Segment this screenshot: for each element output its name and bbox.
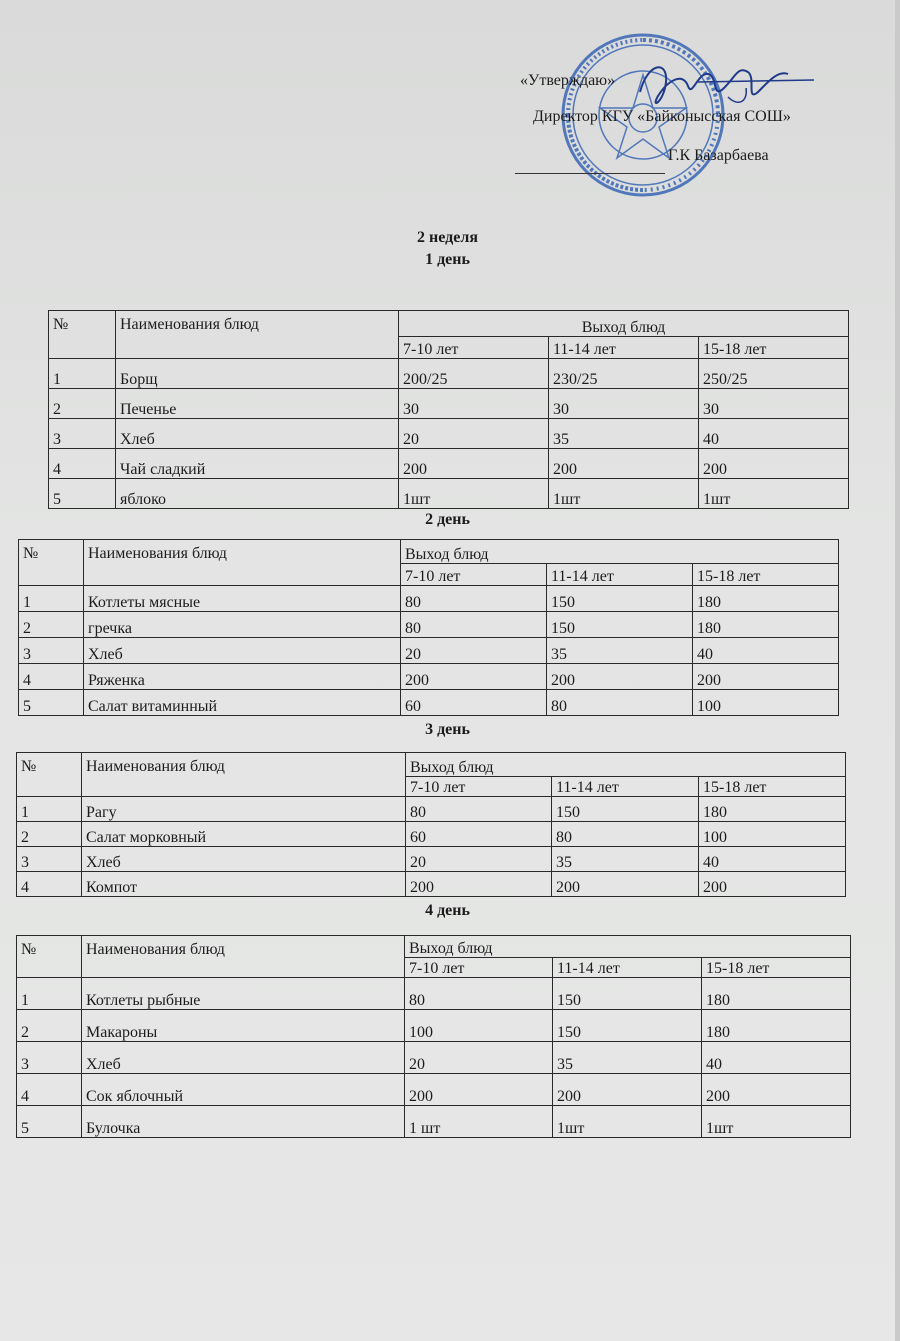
portion-7-10: 20 <box>406 847 552 872</box>
table-row <box>49 449 849 479</box>
column-header-output: Выход блюд <box>399 311 849 337</box>
table-row <box>19 664 839 690</box>
column-header-output: Выход блюд <box>405 936 851 958</box>
table-row <box>17 1106 851 1138</box>
row-number: 5 <box>19 690 84 716</box>
portion-11-14: 230/25 <box>549 359 699 389</box>
portion-7-10: 1 шт <box>405 1106 553 1138</box>
row-number: 2 <box>49 389 116 419</box>
portion-15-18: 200 <box>702 1074 851 1106</box>
portion-7-10: 200 <box>399 449 549 479</box>
table-row <box>17 978 851 1010</box>
day-title: 3 день <box>425 721 470 738</box>
column-header-age-7-10: 7-10 лет <box>399 337 549 359</box>
portion-7-10: 20 <box>405 1042 553 1074</box>
portion-15-18: 180 <box>693 586 839 612</box>
dish-name: Хлеб <box>84 638 401 664</box>
portion-7-10: 80 <box>401 586 547 612</box>
portion-7-10: 80 <box>406 797 552 822</box>
portion-11-14: 35 <box>547 638 693 664</box>
portion-11-14: 150 <box>547 586 693 612</box>
table-row <box>49 479 849 509</box>
dish-name: Булочка <box>82 1106 405 1138</box>
portion-15-18: 1шт <box>699 479 849 509</box>
column-header-dish: Наименования блюд <box>82 936 405 978</box>
column-header-age-7-10: 7-10 лет <box>401 564 547 586</box>
director-name: Г.К Базарбаева <box>668 147 769 164</box>
dish-name: Рагу <box>82 797 406 822</box>
table-row <box>19 612 839 638</box>
portion-7-10: 200 <box>401 664 547 690</box>
menu-table-day-3 <box>16 752 846 897</box>
row-number: 5 <box>49 479 116 509</box>
menu-table-day-2 <box>18 539 839 716</box>
dish-name: Компот <box>82 872 406 897</box>
dish-name: Салат морковный <box>82 822 406 847</box>
column-header-age-15-18: 15-18 лет <box>702 958 851 978</box>
portion-7-10: 60 <box>401 690 547 716</box>
column-header-age-7-10: 7-10 лет <box>406 777 552 797</box>
dish-name: Салат витаминный <box>84 690 401 716</box>
portion-11-14: 150 <box>553 1010 702 1042</box>
director-title: Директор КГУ «Байконысская СОШ» <box>533 108 791 125</box>
portion-15-18: 180 <box>702 1010 851 1042</box>
table-row <box>19 690 839 716</box>
dish-name: яблоко <box>116 479 399 509</box>
dish-name: Сок яблочный <box>82 1074 405 1106</box>
portion-15-18: 250/25 <box>699 359 849 389</box>
portion-15-18: 180 <box>699 797 846 822</box>
portion-7-10: 200 <box>406 872 552 897</box>
portion-11-14: 30 <box>549 389 699 419</box>
portion-11-14: 200 <box>553 1074 702 1106</box>
portion-11-14: 80 <box>547 690 693 716</box>
portion-11-14: 150 <box>553 978 702 1010</box>
portion-11-14: 35 <box>549 419 699 449</box>
portion-11-14: 1шт <box>553 1106 702 1138</box>
portion-11-14: 150 <box>552 797 699 822</box>
portion-15-18: 40 <box>702 1042 851 1074</box>
portion-11-14: 1шт <box>549 479 699 509</box>
row-number: 2 <box>17 1010 82 1042</box>
portion-7-10: 100 <box>405 1010 553 1042</box>
table-row <box>49 359 849 389</box>
table-row <box>49 389 849 419</box>
table-row <box>17 847 846 872</box>
portion-7-10: 80 <box>401 612 547 638</box>
table-row <box>17 1042 851 1074</box>
column-header-dish: Наименования блюд <box>82 753 406 797</box>
row-number: 4 <box>17 1074 82 1106</box>
dish-name: Хлеб <box>82 1042 405 1074</box>
row-number: 3 <box>17 847 82 872</box>
dish-name: Хлеб <box>82 847 406 872</box>
portion-11-14: 200 <box>547 664 693 690</box>
table-row <box>19 638 839 664</box>
portion-7-10: 200 <box>405 1074 553 1106</box>
portion-11-14: 35 <box>552 847 699 872</box>
column-header-age-11-14: 11-14 лет <box>553 958 702 978</box>
table-row <box>17 1074 851 1106</box>
menu-table-day-4 <box>16 935 851 1138</box>
dish-name: гречка <box>84 612 401 638</box>
table-row <box>17 797 846 822</box>
column-header-output: Выход блюд <box>401 540 839 564</box>
table-row <box>17 1010 851 1042</box>
table-row <box>17 872 846 897</box>
portion-7-10: 200/25 <box>399 359 549 389</box>
portion-7-10: 30 <box>399 389 549 419</box>
row-number: 5 <box>17 1106 82 1138</box>
portion-15-18: 180 <box>702 978 851 1010</box>
row-number: 4 <box>19 664 84 690</box>
portion-11-14: 200 <box>552 872 699 897</box>
portion-15-18: 200 <box>693 664 839 690</box>
dish-name: Печенье <box>116 389 399 419</box>
portion-11-14: 35 <box>553 1042 702 1074</box>
row-number: 4 <box>17 872 82 897</box>
portion-15-18: 200 <box>699 872 846 897</box>
row-number: 3 <box>17 1042 82 1074</box>
portion-15-18: 40 <box>693 638 839 664</box>
row-number: 2 <box>17 822 82 847</box>
paper-edge <box>895 0 900 1341</box>
column-header-number: № <box>17 753 82 797</box>
row-number: 1 <box>17 978 82 1010</box>
column-header-age-7-10: 7-10 лет <box>405 958 553 978</box>
column-header-age-15-18: 15-18 лет <box>693 564 839 586</box>
portion-15-18: 100 <box>699 822 846 847</box>
portion-11-14: 200 <box>549 449 699 479</box>
portion-7-10: 80 <box>405 978 553 1010</box>
week-title: 2 неделя <box>417 229 478 246</box>
column-header-output: Выход блюд <box>406 753 846 777</box>
day-title: 4 день <box>425 902 470 919</box>
column-header-age-11-14: 11-14 лет <box>549 337 699 359</box>
row-number: 3 <box>19 638 84 664</box>
dish-name: Котлеты мясные <box>84 586 401 612</box>
dish-name: Борщ <box>116 359 399 389</box>
column-header-number: № <box>17 936 82 978</box>
dish-name: Макароны <box>82 1010 405 1042</box>
portion-7-10: 1шт <box>399 479 549 509</box>
row-number: 3 <box>49 419 116 449</box>
column-header-dish: Наименования блюд <box>116 311 399 359</box>
portion-15-18: 100 <box>693 690 839 716</box>
dish-name: Чай сладкий <box>116 449 399 479</box>
column-header-number: № <box>49 311 116 359</box>
portion-15-18: 200 <box>699 449 849 479</box>
dish-name: Хлеб <box>116 419 399 449</box>
column-header-age-15-18: 15-18 лет <box>699 337 849 359</box>
portion-11-14: 80 <box>552 822 699 847</box>
portion-15-18: 180 <box>693 612 839 638</box>
row-number: 1 <box>19 586 84 612</box>
dish-name: Котлеты рыбные <box>82 978 405 1010</box>
row-number: 1 <box>49 359 116 389</box>
portion-15-18: 40 <box>699 847 846 872</box>
row-number: 1 <box>17 797 82 822</box>
portion-7-10: 60 <box>406 822 552 847</box>
day-title: 1 день <box>425 251 470 268</box>
row-number: 4 <box>49 449 116 479</box>
dish-name: Ряженка <box>84 664 401 690</box>
column-header-age-15-18: 15-18 лет <box>699 777 846 797</box>
portion-7-10: 20 <box>401 638 547 664</box>
table-row <box>17 822 846 847</box>
column-header-age-11-14: 11-14 лет <box>552 777 699 797</box>
portion-15-18: 1шт <box>702 1106 851 1138</box>
column-header-dish: Наименования блюд <box>84 540 401 586</box>
column-header-number: № <box>19 540 84 586</box>
portion-15-18: 30 <box>699 389 849 419</box>
portion-15-18: 40 <box>699 419 849 449</box>
portion-11-14: 150 <box>547 612 693 638</box>
portion-7-10: 20 <box>399 419 549 449</box>
table-row <box>49 419 849 449</box>
row-number: 2 <box>19 612 84 638</box>
menu-table-day-1 <box>48 310 849 509</box>
table-row <box>19 586 839 612</box>
column-header-age-11-14: 11-14 лет <box>547 564 693 586</box>
signature-line <box>515 173 665 174</box>
approval-label: «Утверждаю» <box>520 72 616 89</box>
day-title: 2 день <box>425 511 470 528</box>
